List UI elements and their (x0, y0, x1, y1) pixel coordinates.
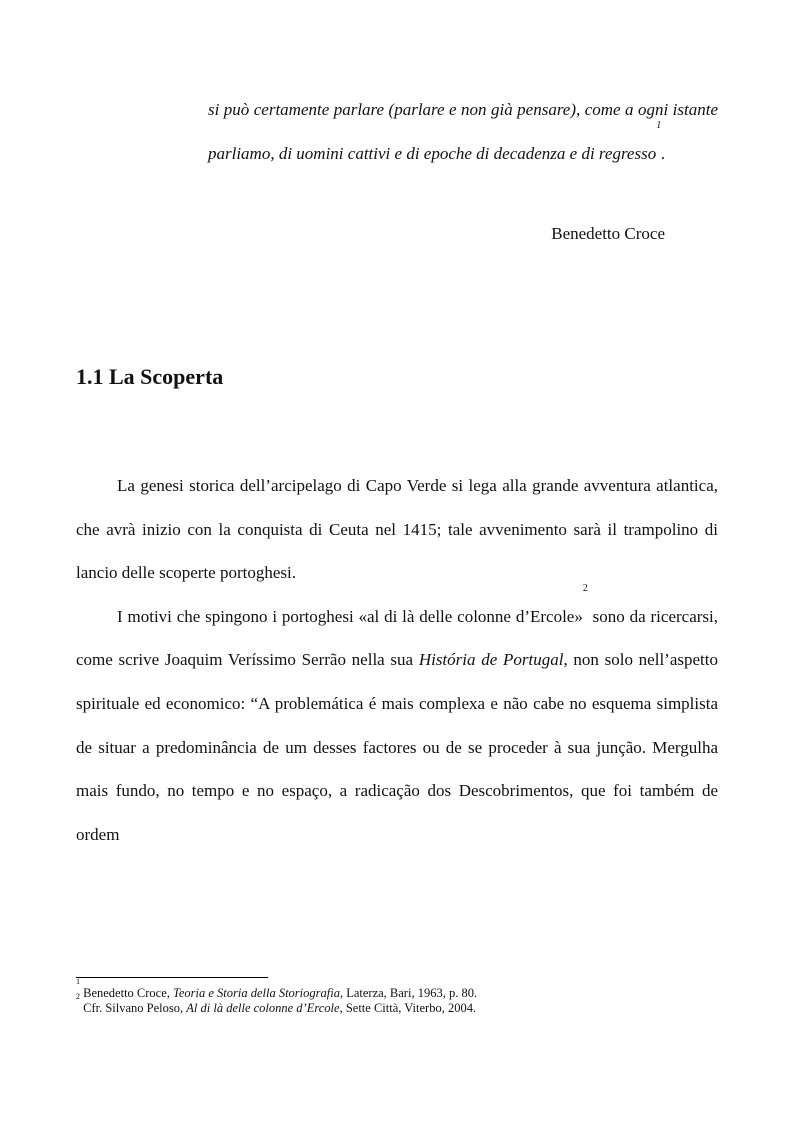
footnote-1-mark: 1 (76, 977, 80, 986)
footnote-2-post: , Sette Città, Viterbo, 2004. (339, 1001, 477, 1015)
paragraph-1: La genesi storica dell’arcipelago di Capo Verde si lega alla grande avventura atlantica, che avrà inizio con la conquista di Ceuta nel 1415; tale avvenimento sarà il trampolino di lancio delle scoperte portoghesi. (76, 476, 718, 583)
epigraph-text: si può certamente parlare (parlare e non già pensare), come a ogni istante parliamo, di uomini cattivi e di epoche di decadenza e di regresso (208, 100, 718, 163)
footnote-2-title: Al di là delle colonne d’Ercole (186, 1001, 340, 1015)
book-title-historia: História de Portugal (418, 650, 564, 670)
paragraph-2 (76, 582, 718, 857)
epigraph-author: Benedetto Croce (551, 224, 665, 243)
body-text (76, 464, 718, 856)
footnote-divider (76, 977, 268, 978)
footnote-ref-2[interactable]: 2 (582, 582, 588, 594)
footnote-ref-1[interactable]: 1 (656, 119, 662, 131)
epigraph-end-punct: . (661, 143, 666, 163)
footnote-1-post: , Laterza, Bari, 1963, p. 80. (339, 986, 478, 1000)
footnote-2-pre: Cfr. Silvano Peloso, (80, 1001, 187, 1015)
footnote-1-title: Teoria e Storia della Storiografia (173, 986, 340, 1000)
footnotes (76, 977, 718, 1016)
footnote-2-mark: 2 (76, 992, 80, 1001)
footnote-1-pre: Benedetto Croce, (80, 986, 174, 1000)
footnote-1 (76, 977, 718, 1001)
epigraph-quote (208, 88, 718, 175)
section-heading: 1.1 La Scoperta (76, 364, 224, 389)
paragraph-2-part-c: , non solo nell’aspetto spirituale ed economico: “A problemática é mais complexa e não cabe no esquema simplista de situar a predominância de um desses factores ou de se proceder à sua junção. Mergulha mais fundo, no tempo e no espaço, a radicação dos Descobrimentos, que foi também de ordem (76, 650, 718, 844)
paragraph-2-part-a: I motivi che spingono i portoghesi «al di là delle colonne d’Ercole» (117, 606, 583, 626)
paragraph-2-part-b: sono da ricercarsi, come scrive Joaquim Veríssimo Serrão nella sua (76, 606, 718, 670)
